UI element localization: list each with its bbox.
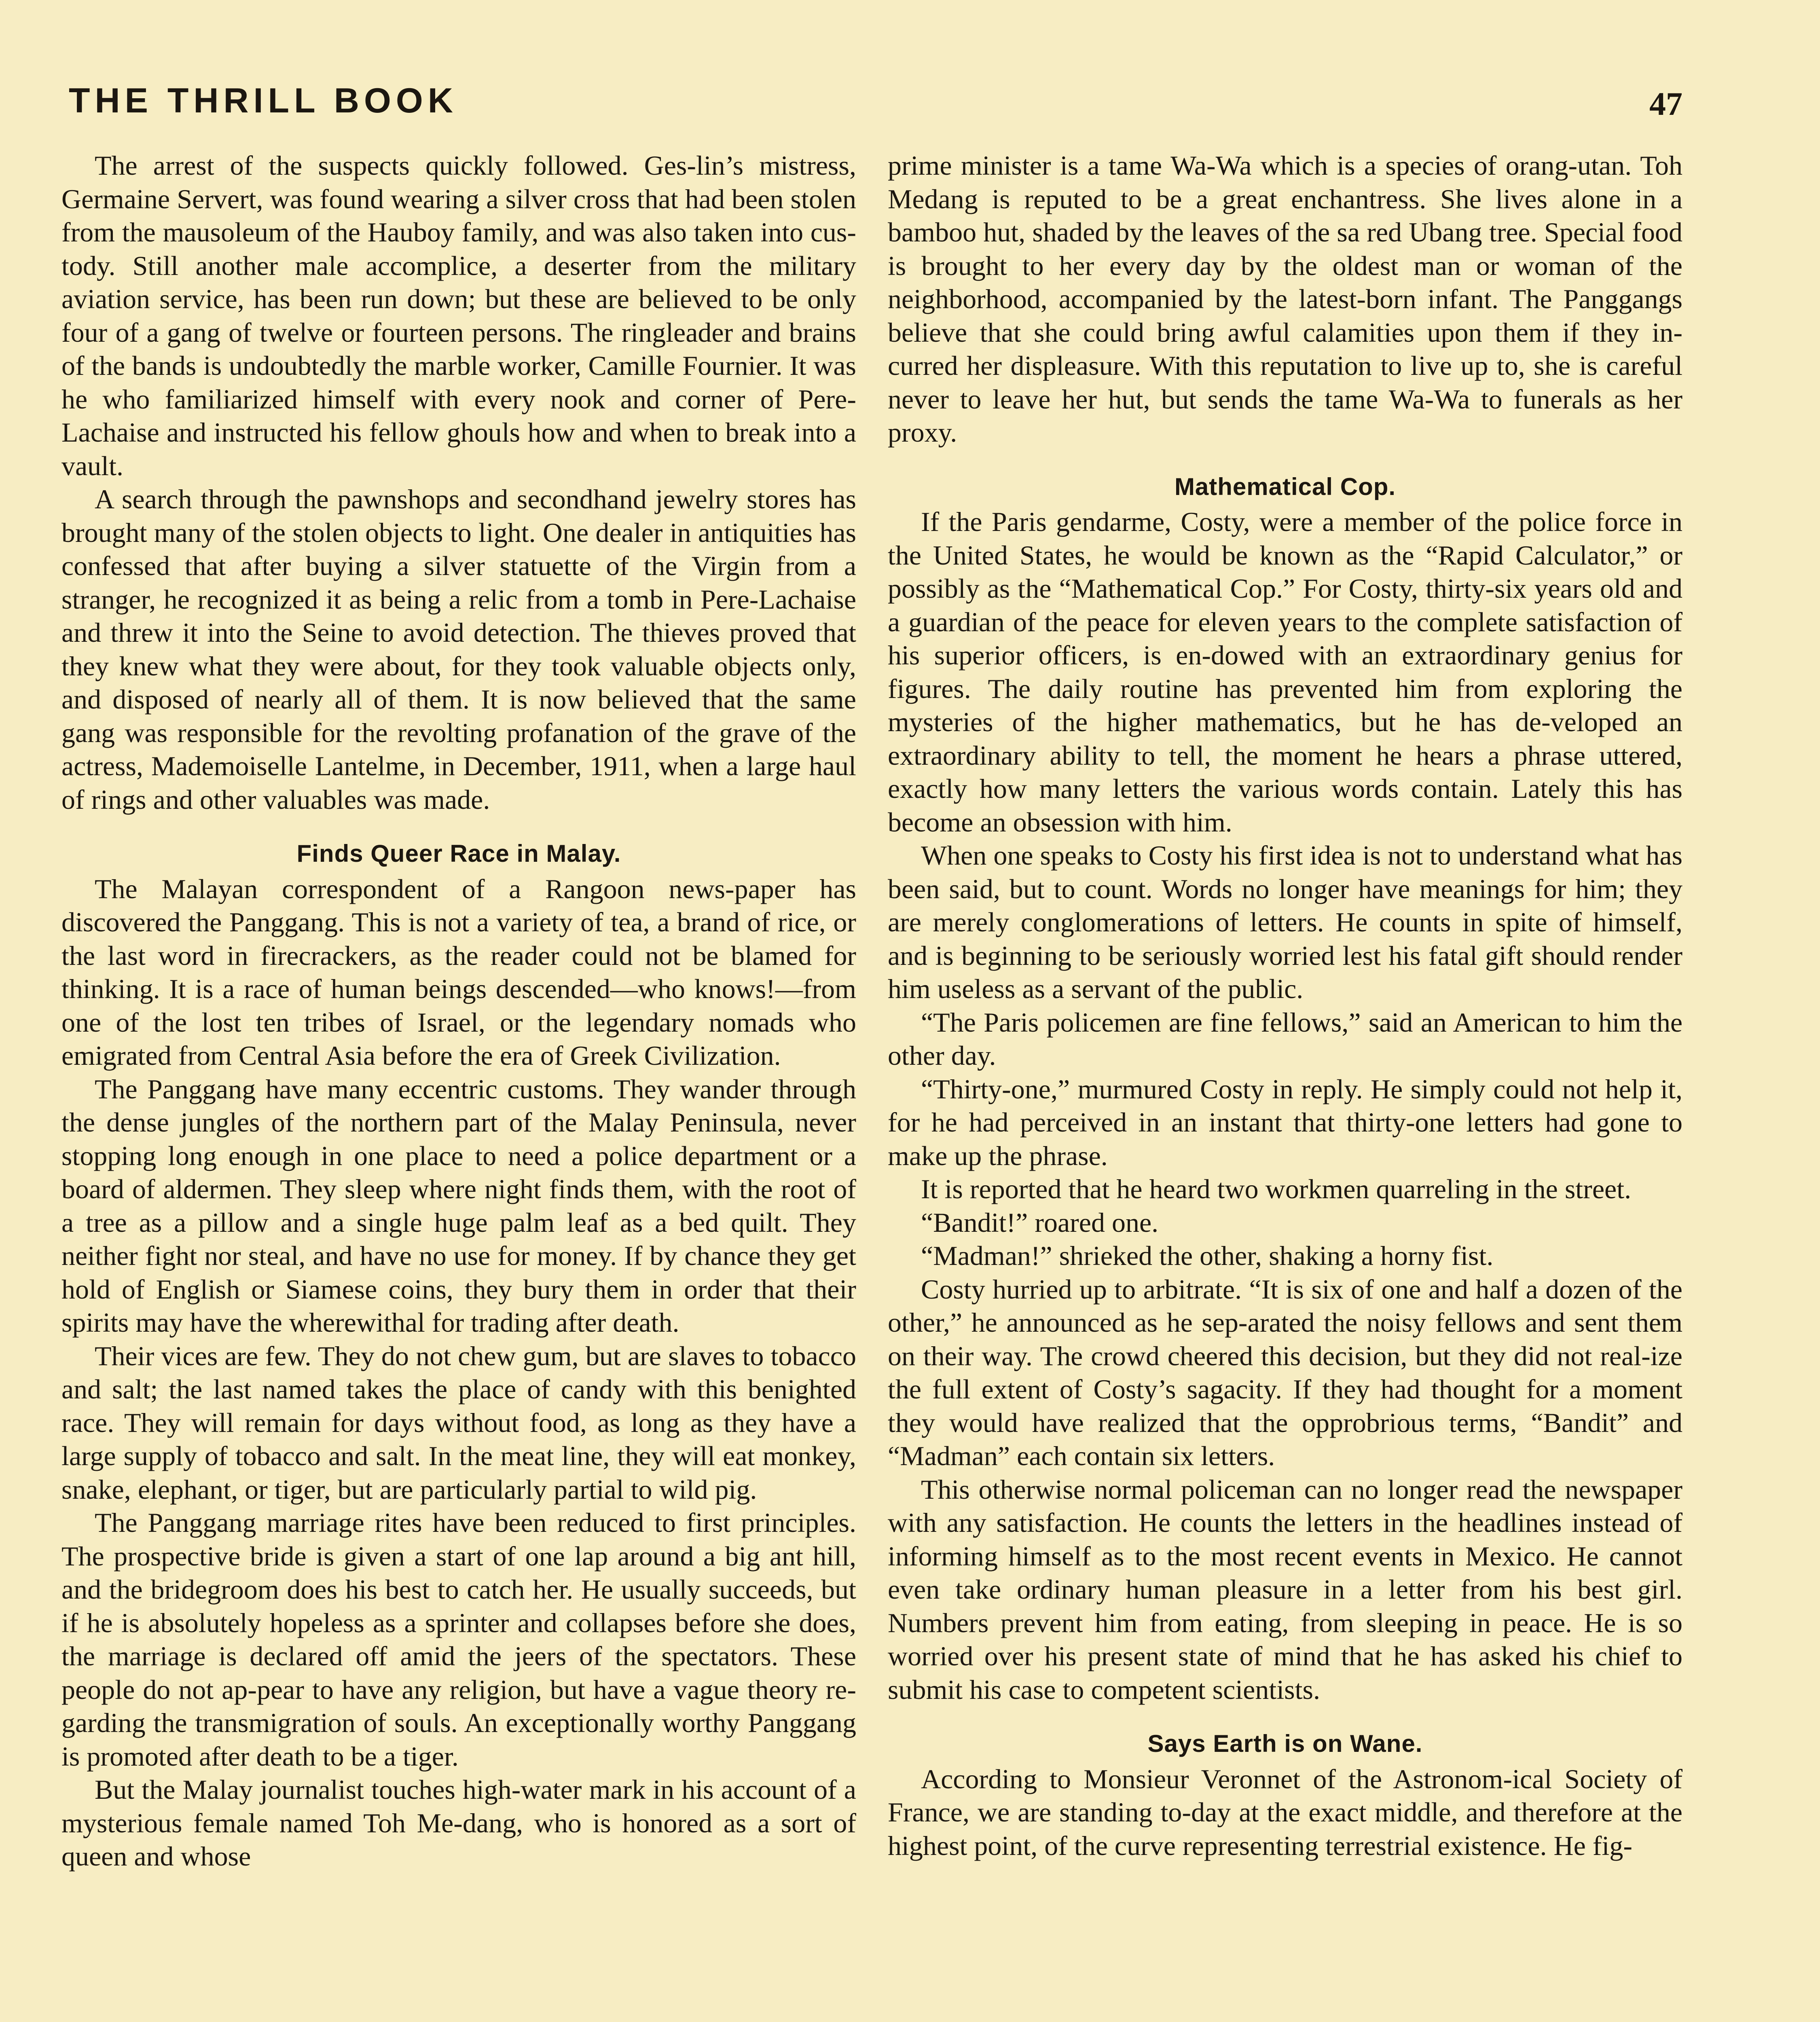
publication-title: THE THRILL BOOK xyxy=(69,81,458,120)
paragraph: It is reported that he heard two workmen quarreling in the street. xyxy=(921,1174,1632,1204)
paragraph: When one speaks to Costy his first idea is not to understand what has been said, but to count. Words no longer have meanings for him; they are merely conglomerations of letters. He counts in spite of himself, and is beginning to be seriously worried lest his fatal gift should render him useless as a servant of the public. xyxy=(888,840,1682,1004)
paragraph: The Panggang marriage rites have been reduced to first principles. The prospective bride is given a start of one lap around a big ant hill, and the bridegroom does his best to catch her. He usually succeeds, but if he is absolutely hopeless as a sprinter and collapses before she does, the marriage is declared off amid the jeers of the spectators. These people do not ap-pear to have any religion, but have a vague theory re-garding the transmigration of souls. An exceptionally worthy Panggang is promoted after death to be a tiger. xyxy=(61,1507,856,1772)
paragraph: Costy hurried up to arbitrate. “It is six of one and half a dozen of the other,” he announced as he sep-arated the noisy fellows and sent them on their way. The crowd cheered this decision, but they did not real-ize the full extent of Costy’s sagacity. If they had thought for a moment they would have realized that the opprobrious terms, “Bandit” and “Madman” each contain six letters. xyxy=(888,1273,1682,1471)
paragraph: The Panggang have many eccentric customs. They wander through the dense jungles of the northern part of the Malay Peninsula, never stopping long enough in one place to need a police department or a board of aldermen. They sleep where night finds them, with the root of a tree as a pillow and a single huge palm leaf as a bed quilt. They neither fight nor steal, and have no use for money. If by chance they get hold of English or Siamese coins, they bury them in order that their spirits may have the wherewithal for trading after death. xyxy=(61,1073,856,1338)
paragraph: The arrest of the suspects quickly followed. Ges-lin’s mistress, Germaine Servert, was found wearing a silver cross that had been stolen from the mausoleum of the Hauboy family, and was also taken into cus-tody. Still another male accomplice, a deserter from the military aviation service, has been run down; but these are believed to be only four of a gang of twelve or fourteen persons. The ringleader and brains of the bands is undoubtedly the marble worker, Camille Fournier. It was he who familiarized himself with every nook and corner of Pere-Lachaise and instructed his fellow ghouls how and when to break into a vault. xyxy=(61,150,856,481)
paragraph: This otherwise normal policeman can no longer read the newspaper with any satisfaction. He counts the letters in the headlines instead of informing himself as to the most recent events in Mexico. He cannot even take ordinary human pleasure in a letter from his best girl. Numbers prevent him from eating, from sleeping in peace. He is so worried over his present state of mind that he has asked his chief to submit his case to competent scientists. xyxy=(888,1474,1682,1705)
left-column xyxy=(61,149,856,1873)
paragraph: “Bandit!” roared one. xyxy=(921,1207,1159,1238)
paragraph-continued: prime minister is a tame Wa-Wa which is a species of orang-utan. Toh Medang is reputed to be a great enchantress. She lives alone in a bamboo hut, shaded by the leaves of the sa red Ubang tree. Special food is brought to her every day by the oldest man or woman of the neighborhood, accompanied by the latest-born infant. The Panggangs believe that she could bring awful calamities upon them if they in-curred her displeasure. With this reputation to live up to, she is careful never to leave her hut, but sends the tame Wa-Wa to funerals as her proxy. xyxy=(888,150,1682,448)
section-heading-cop: Mathematical Cop. xyxy=(1174,473,1396,500)
paragraph: If the Paris gendarme, Costy, were a member of the police force in the United States, he would be known as the “Rapid Calculator,” or possibly as the “Mathematical Cop.” For Costy, thirty-six years old and a guardian of the peace for eleven years to the complete satisfaction of his superior officers, is en-dowed with an extraordinary genius for figures. The daily routine has prevented him from exploring the mysteries of the higher mathematics, but he has de-veloped an extraordinary ability to tell, the moment he hears a phrase uttered, exactly how many letters the various words contain. Lately this has become an obsession with him. xyxy=(888,506,1682,838)
paragraph: But the Malay journalist touches high-water mark in his account of a mysterious female named Toh Me-dang, who is honored as a sort of queen and whose xyxy=(61,1774,856,1872)
paragraph: According to Monsieur Veronnet of the Astronom-ical Society of France, we are standing to-day at the exact middle, and therefore at the highest point, of the curve representing terrestrial existence. He fig- xyxy=(888,1763,1682,1861)
paragraph: Their vices are few. They do not chew gum, but are slaves to tobacco and salt; the last named takes the place of candy with this benighted race. They will remain for days without food, as long as they have a large supply of tobacco and salt. In the meat line, they will eat monkey, snake, elephant, or tiger, but are particularly partial to wild pig. xyxy=(61,1340,856,1505)
paragraph: A search through the pawnshops and secondhand jewelry stores has brought many of the stolen objects to light. One dealer in antiquities has confessed that after buying a silver statuette of the Virgin from a stranger, he recognized it as being a relic from a tomb in Pere-Lachaise and threw it into the Seine to avoid detection. The thieves proved that they knew what they were about, for they took valuable objects only, and disposed of nearly all of them. It is now believed that the same gang was responsible for the revolting profanation of the grave of the actress, Mademoiselle Lantelme, in December, 1911, when a large haul of rings and other valuables was made. xyxy=(61,484,856,815)
paragraph: “The Paris policemen are fine fellows,” said an American to him the other day. xyxy=(888,1007,1682,1071)
section-heading-malay: Finds Queer Race in Malay. xyxy=(296,840,621,867)
section-heading-earth: Says Earth is on Wane. xyxy=(1147,1730,1423,1757)
right-column xyxy=(888,149,1682,1862)
page-number: 47 xyxy=(1649,85,1682,122)
paragraph: “Thirty-one,” murmured Costy in reply. He simply could not help it, for he had perceived in an instant that thirty-one letters had gone to make up the phrase. xyxy=(888,1073,1682,1171)
paragraph: “Madman!” shrieked the other, shaking a horny fist. xyxy=(921,1240,1494,1271)
paragraph: The Malayan correspondent of a Rangoon news-paper has discovered the Panggang. This is not a variety of tea, a brand of rice, or the last word in firecrackers, as the reader could not be blamed for thinking. It is a race of human beings descended—who knows!—from one of the lost ten tribes of Israel, or the legendary nomads who emigrated from Central Asia before the era of Greek Civilization. xyxy=(61,873,856,1071)
running-head xyxy=(69,81,1682,125)
